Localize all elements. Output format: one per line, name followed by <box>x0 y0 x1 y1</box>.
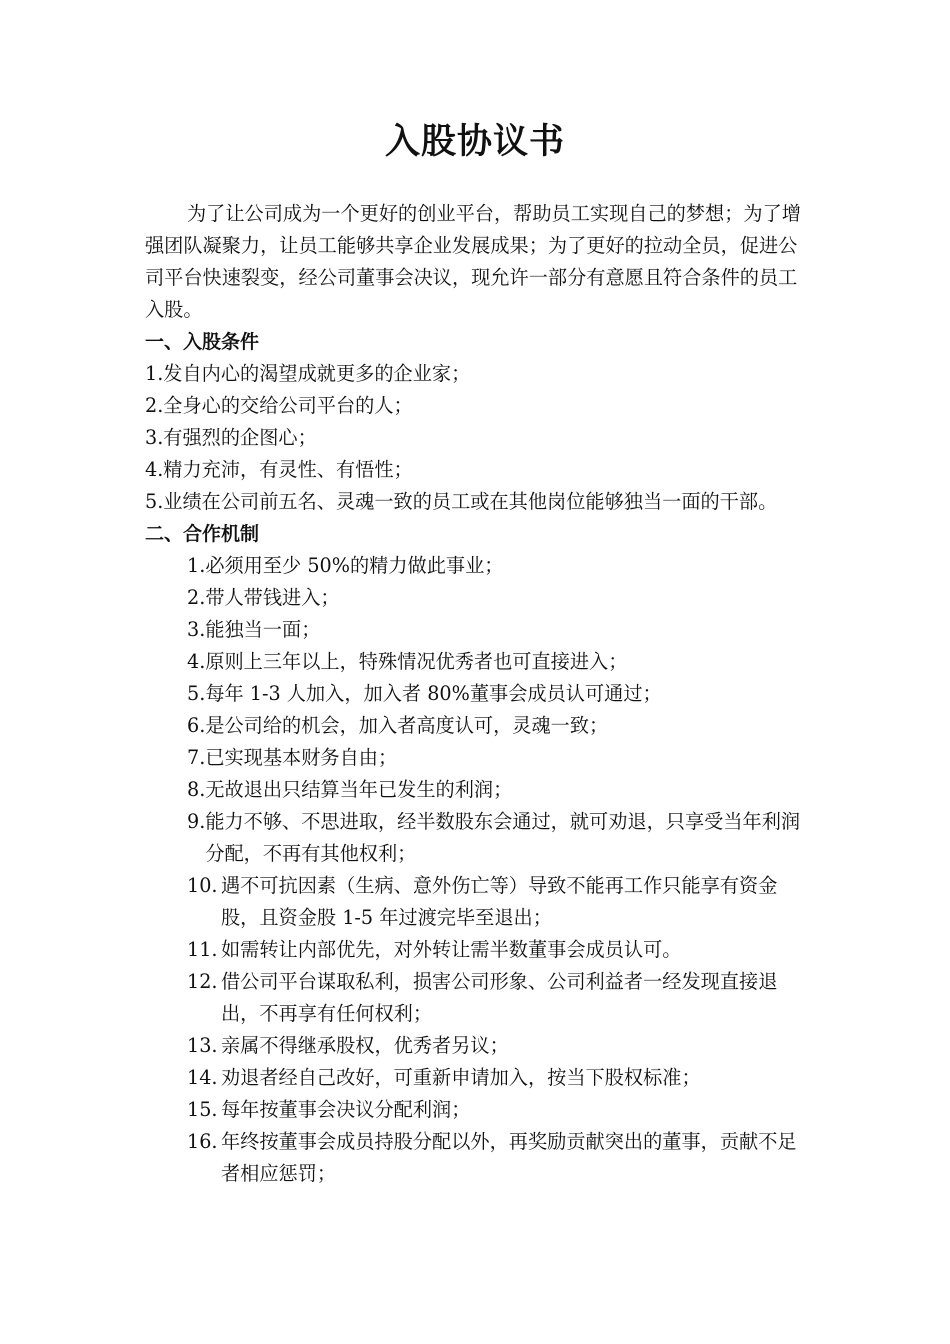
list-item <box>187 934 815 966</box>
item-number: 15. <box>187 1098 218 1121</box>
item-text: 遇不可抗因素（生病、意外伤亡等）导致不能再工作只能享有资金股，且资金股 1-5 年过渡完毕至退出； <box>221 874 778 929</box>
cooperation-list <box>145 550 815 1190</box>
item-text: 借公司平台谋取私利，损害公司形象、公司利益者一经发现直接退出，不再享有任何权利； <box>221 970 778 1025</box>
item-number: 10. <box>187 874 218 897</box>
list-item <box>187 870 815 934</box>
item-number: 3. <box>187 618 206 641</box>
item-text: 能独当一面； <box>205 618 321 641</box>
item-text: 必须用至少 50%的精力做此事业； <box>205 554 504 577</box>
item-number: 9. <box>187 810 206 833</box>
item-text: 已实现基本财务自由； <box>205 746 398 769</box>
item-text: 带人带钱进入； <box>205 586 340 609</box>
item-number: 6. <box>187 714 206 737</box>
item-text: 每年按董事会决议分配利润； <box>221 1098 471 1121</box>
item-number: 8. <box>187 778 206 801</box>
item-number: 16. <box>187 1130 218 1153</box>
list-item: 2.全身心的交给公司平台的人； <box>145 394 413 417</box>
list-item: 4.精力充沛，有灵性、有悟性； <box>145 458 413 481</box>
list-item <box>187 1062 815 1094</box>
list-item <box>187 646 815 678</box>
list-item: 3.有强烈的企图心； <box>145 426 317 449</box>
item-number: 11. <box>187 938 218 961</box>
item-text: 劝退者经自己改好，可重新申请加入，按当下股权标准； <box>221 1066 701 1089</box>
item-text: 如需转让内部优先，对外转让需半数董事会成员认可。 <box>221 938 682 961</box>
document-body <box>145 198 815 1190</box>
item-number: 13. <box>187 1034 218 1057</box>
list-item <box>187 742 815 774</box>
list-item <box>187 966 815 1030</box>
conditions-list <box>145 358 815 518</box>
list-item <box>187 774 815 806</box>
item-number: 14. <box>187 1066 218 1089</box>
list-item: 5.业绩在公司前五名、灵魂一致的员工或在其他岗位能够独当一面的干部。 <box>145 490 778 513</box>
item-text: 每年 1-3 人加入，加入者 80%董事会成员认可通过； <box>205 682 662 705</box>
document-title: 入股协议书 <box>384 122 565 162</box>
list-item <box>187 1126 815 1190</box>
item-number: 1. <box>187 554 206 577</box>
list-item <box>187 806 815 870</box>
list-item <box>187 582 815 614</box>
intro-paragraph: 为了让公司成为一个更好的创业平台，帮助员工实现自己的梦想；为了增强团队凝聚力，让员工能够共享企业发展成果；为了更好的拉动全员，促进公司平台快速裂变，经公司董事会决议，现允许一部分有意愿且符合条件的员工入股。 <box>145 202 801 321</box>
item-text: 无故退出只结算当年已发生的利润； <box>205 778 513 801</box>
item-text: 是公司给的机会，加入者高度认可，灵魂一致； <box>205 714 609 737</box>
list-item <box>187 710 815 742</box>
item-number: 2. <box>187 586 206 609</box>
item-text: 年终按董事会成员持股分配以外，再奖励贡献突出的董事，贡献不足者相应惩罚； <box>221 1130 797 1185</box>
section-heading-cooperation: 二、合作机制 <box>145 523 260 545</box>
list-item <box>187 678 815 710</box>
item-number: 5. <box>187 682 206 705</box>
item-text: 原则上三年以上，特殊情况优秀者也可直接进入； <box>205 650 628 673</box>
list-item <box>187 614 815 646</box>
item-text: 亲属不得继承股权，优秀者另议； <box>221 1034 509 1057</box>
item-number: 7. <box>187 746 206 769</box>
list-item <box>187 550 815 582</box>
section-heading-conditions: 一、入股条件 <box>145 331 260 353</box>
item-number: 12. <box>187 970 218 993</box>
item-number: 4. <box>187 650 206 673</box>
list-item <box>187 1030 815 1062</box>
list-item: 1.发自内心的渴望成就更多的企业家； <box>145 362 471 385</box>
item-text: 能力不够、不思进取，经半数股东会通过，就可劝退，只享受当年利润分配，不再有其他权利； <box>205 810 801 865</box>
list-item <box>187 1094 815 1126</box>
